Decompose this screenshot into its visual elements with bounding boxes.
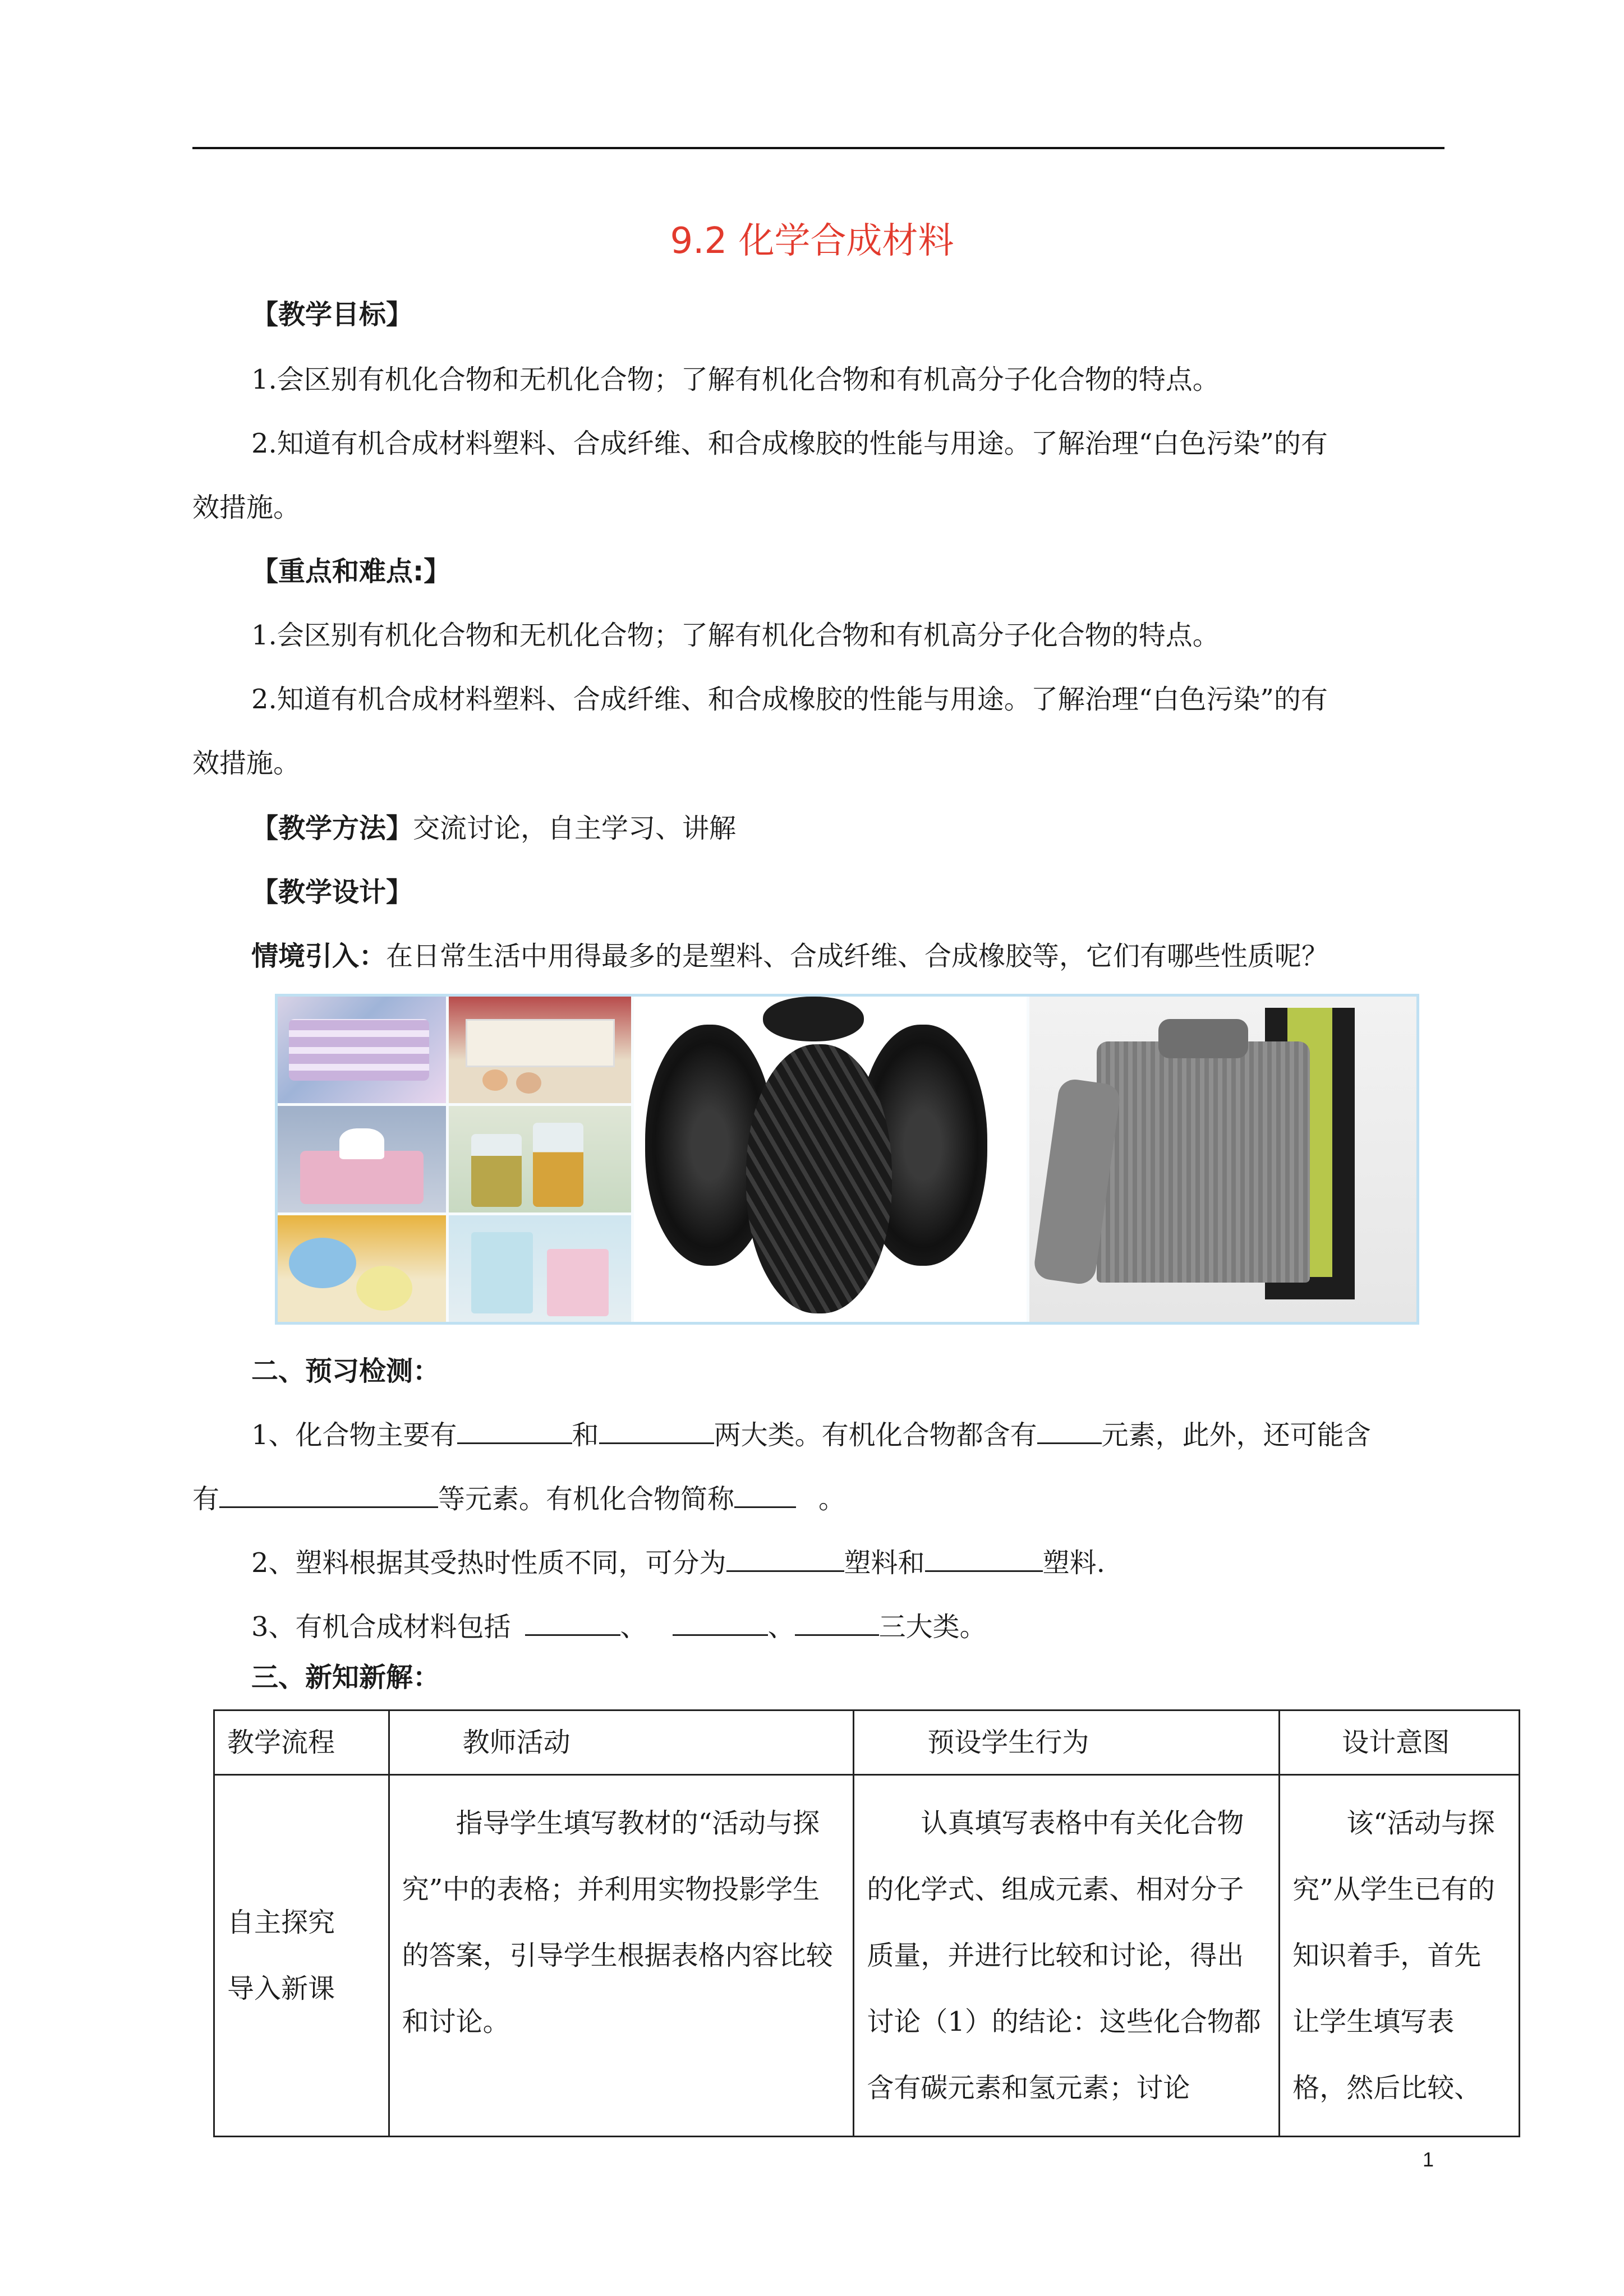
header-rule	[192, 147, 1444, 149]
blank-q1-2[interactable]	[599, 1418, 714, 1444]
header-teacher: 教师活动	[389, 1711, 854, 1775]
table-header-row	[214, 1711, 1520, 1775]
intro-text: 在日常生活中用得最多的是塑料、合成纤维、合成橡胶等，它们有哪些性质呢？	[386, 940, 1329, 972]
header-flow: 教学流程	[214, 1711, 389, 1775]
blank-q2-2[interactable]	[925, 1546, 1043, 1572]
method-heading: 【教学方法】	[251, 813, 413, 844]
food-boxes-photo	[449, 997, 631, 1103]
cell-teacher: 指导学生填写教材的“活动与探究”中的表格；并利用实物投影学生的答案，引导学生根据表格内容比较和讨论。	[389, 1775, 854, 2137]
tissue-box-photo	[278, 1106, 446, 1212]
method-line	[251, 806, 736, 845]
blank-q3-3[interactable]	[795, 1610, 879, 1636]
goal-2: 2.知道有机合成材料塑料、合成纤维、和合成橡胶的性能与用途。了解治理“白色污染”的有	[251, 428, 1328, 459]
preview-heading: 二、预习检测：	[251, 1356, 440, 1387]
new-knowledge-heading: 三、新知新解：	[251, 1662, 440, 1693]
page-title: 9.2 化学合成材料	[670, 220, 954, 262]
cell-intent: 该“活动与探究”从学生已有的知识着手，首先让学生填写表格，然后比较、	[1280, 1775, 1520, 2137]
goals-heading: 【教学目标】	[251, 299, 413, 330]
intro-line	[251, 934, 1328, 973]
preview-q1-line2: 有 等元素。有机化合物简称 。	[192, 1477, 845, 1516]
design-heading: 【教学设计】	[251, 877, 413, 908]
blank-q1-3[interactable]	[1037, 1418, 1102, 1444]
key-2-cont: 效措施。	[192, 748, 301, 779]
blank-q1-1[interactable]	[457, 1418, 572, 1444]
key-1: 1.会区别有机化合物和无机化合物；了解有机化合物和有机高分子化合物的特点。	[251, 620, 1220, 651]
plastic-cups-photo	[449, 1215, 631, 1322]
preview-q1-line1: 1、化合物主要有 和 两大类。有机化合物都含有 元素，此外，还可能含	[251, 1413, 1371, 1452]
goal-1: 1.会区别有机化合物和无机化合物；了解有机化合物和有机高分子化合物的特点。	[251, 364, 1220, 395]
preview-q2: 2、塑料根据其受热时性质不同，可分为 塑料和 塑料.	[251, 1541, 1105, 1580]
intro-label: 情境引入：	[251, 940, 387, 972]
blank-q1-5[interactable]	[734, 1482, 796, 1508]
blank-q3-1[interactable]	[525, 1610, 620, 1636]
header-intent: 设计意图	[1280, 1711, 1520, 1775]
key-heading: 【重点和难点:】	[251, 556, 451, 587]
oil-jars-photo	[449, 1106, 631, 1212]
tires-photo	[634, 997, 1027, 1322]
blank-q1-4[interactable]	[219, 1482, 438, 1508]
sweater-photo	[1029, 997, 1416, 1322]
table-row	[214, 1775, 1520, 2137]
materials-photo-strip	[275, 994, 1419, 1325]
juicer-photo	[278, 1215, 446, 1322]
lesson-table	[213, 1709, 1520, 2137]
blank-q2-1[interactable]	[726, 1546, 844, 1572]
method-text: 交流讨论，自主学习、讲解	[413, 813, 737, 844]
plastic-containers-photo	[278, 997, 446, 1103]
cell-student: 认真填写表格中有关化合物的化学式、组成元素、相对分子质量，并进行比较和讨论，得出讨论（1）的结论：这些化合物都含有碳元素和氢元素；讨论	[854, 1775, 1280, 2137]
key-2: 2.知道有机合成材料塑料、合成纤维、和合成橡胶的性能与用途。了解治理“白色污染”的有	[251, 684, 1328, 715]
goal-2-cont: 效措施。	[192, 492, 301, 523]
cell-flow: 自主探究 导入新课	[214, 1775, 389, 2137]
header-student: 预设学生行为	[854, 1711, 1280, 1775]
page-number: 1	[1423, 2148, 1434, 2171]
blank-q3-2[interactable]	[673, 1610, 768, 1636]
preview-q3: 3、有机合成材料包括 、 、 三大类。	[251, 1605, 987, 1644]
